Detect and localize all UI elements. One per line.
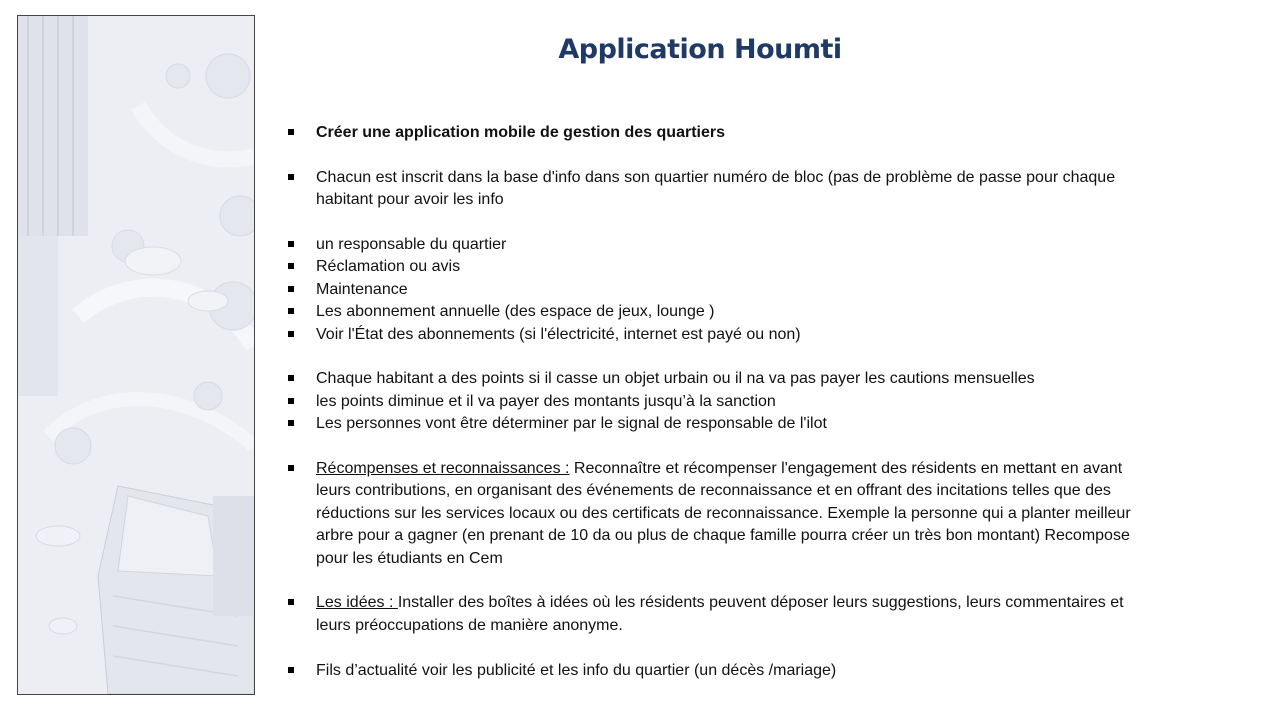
- rewards-label: Récompenses et reconnaissances :: [316, 460, 570, 478]
- bullet-item: Réclamation ou avis: [287, 256, 1147, 278]
- rewards-text: Reconnaître et récompenser l'engagement des résidents en mettant en avant leurs contributions, en organisant des événements de reconnaissance et en offrant des incitations telles que des réductions sur les services locaux ou des certificats de reconnaissance. Exemple la personne qui a planter meilleur arbre pour a gagner (en prenant de 10 da ou plus de chaque famille pourra créer un très bon montant) Recompose pour les étudiants en Cem: [316, 460, 1131, 567]
- slide-title: Application Houmti: [558, 34, 842, 65]
- bullet-item: les points diminue et il va payer des montants jusqu’à la sanction: [287, 391, 1147, 413]
- bullet-item: Chaque habitant a des points si il casse un objet urbain ou il na va pas payer les cautions mensuelles: [287, 368, 1147, 390]
- bullet-item-ideas: [287, 592, 1147, 637]
- bullet-item-rewards: [287, 458, 1147, 570]
- bullet-list: [287, 122, 1147, 682]
- neighborhood-illustration: [17, 15, 255, 695]
- ideas-label: Les idées :: [316, 594, 398, 612]
- bullet-item: Créer une application mobile de gestion des quartiers: [287, 122, 1147, 144]
- bullet-item: Maintenance: [287, 279, 1147, 301]
- bullet-item: Les abonnement annuelle (des espace de jeux, lounge ): [287, 301, 1147, 323]
- bullet-item: un responsable du quartier: [287, 234, 1147, 256]
- bullet-item: Fils d’actualité voir les publicité et les info du quartier (un décès /mariage): [287, 660, 1147, 682]
- bullet-item: Voir l'État des abonnements (si l'électricité, internet est payé ou non): [287, 324, 1147, 346]
- ideas-text: Installer des boîtes à idées où les résidents peuvent déposer leurs suggestions, leurs commentaires et leurs préoccupations de manière anonyme.: [316, 594, 1124, 634]
- bullet-item: Les personnes vont être déterminer par le signal de responsable de l'ilot: [287, 413, 1147, 435]
- bullet-item: Chacun est inscrit dans la base d'info dans son quartier numéro de bloc (pas de problème de passe pour chaque habitant pour avoir les info: [287, 167, 1147, 212]
